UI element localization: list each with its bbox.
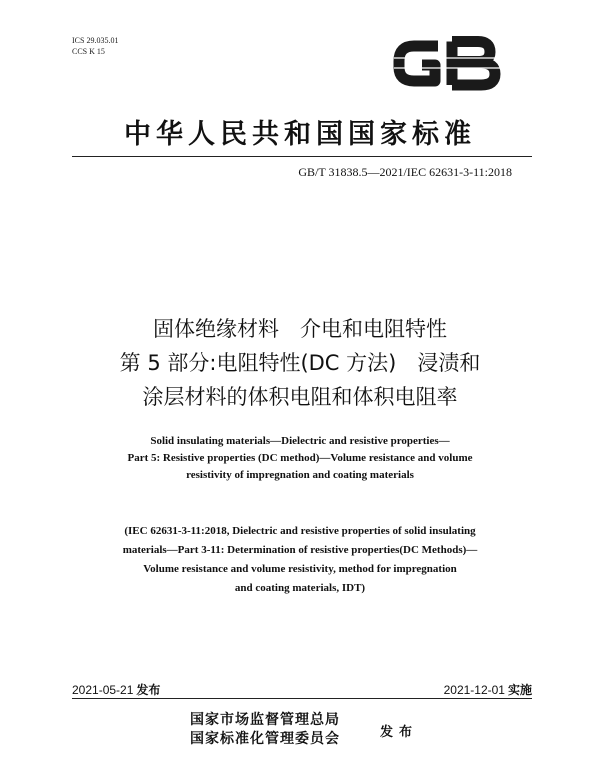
- gb-logo-icon: [392, 34, 504, 92]
- adoption-line-4: and coating materials, IDT): [234, 582, 366, 594]
- english-title-line-1: Solid insulating materials—Dielectric and resistive properties—: [150, 435, 450, 447]
- chinese-title-line-2: 第 5 部分:电阻特性(DC 方法) 浸渍和: [119, 351, 481, 375]
- classification-codes: [72, 35, 118, 57]
- issuer-line-1: 国家市场监督管理总局: [190, 712, 340, 728]
- english-title: [0, 433, 600, 484]
- implement-date: 2021-12-01: [443, 683, 505, 697]
- adoption-note: [0, 522, 600, 598]
- issue-label: 发布: [380, 725, 419, 740]
- adoption-line-2: materials—Part 3-11: Determination of resistive properties(DC Methods)—: [122, 544, 478, 556]
- chinese-title: [0, 312, 600, 414]
- issuing-authorities: [190, 711, 340, 749]
- standard-number: GB/T 31838.5—2021/IEC 62631-3-11:2018: [298, 165, 512, 179]
- english-title-line-2: Part 5: Resistive properties (DC method)—Volume resistance and volume: [127, 452, 473, 464]
- chinese-title-line-1: 固体绝缘材料 介电和电阻特性: [153, 317, 447, 341]
- adoption-line-3: Volume resistance and volume resistivity, method for impregnation: [143, 563, 457, 575]
- publish-date: 2021-05-21: [72, 683, 134, 697]
- bottom-rule: [72, 698, 532, 699]
- implement-label: 实施: [507, 683, 532, 697]
- ccs-code: CCS K 15: [72, 47, 105, 56]
- english-title-line-3: resistivity of impregnation and coating materials: [186, 469, 414, 481]
- implement-date-block: [444, 681, 532, 698]
- chinese-title-line-3: 涂层材料的体积电阻和体积电阻率: [142, 385, 458, 409]
- org-title: 中华人民共和国国家标准: [124, 119, 476, 150]
- top-rule: [72, 156, 532, 157]
- publish-date-block: [72, 681, 160, 698]
- publish-label: 发布: [136, 683, 161, 697]
- ics-code: ICS 29.035.01: [72, 36, 119, 45]
- issuer-line-2: 国家标准化管理委员会: [190, 731, 340, 747]
- adoption-line-1: (IEC 62631-3-11:2018, Dielectric and resistive properties of solid insulating: [124, 525, 476, 537]
